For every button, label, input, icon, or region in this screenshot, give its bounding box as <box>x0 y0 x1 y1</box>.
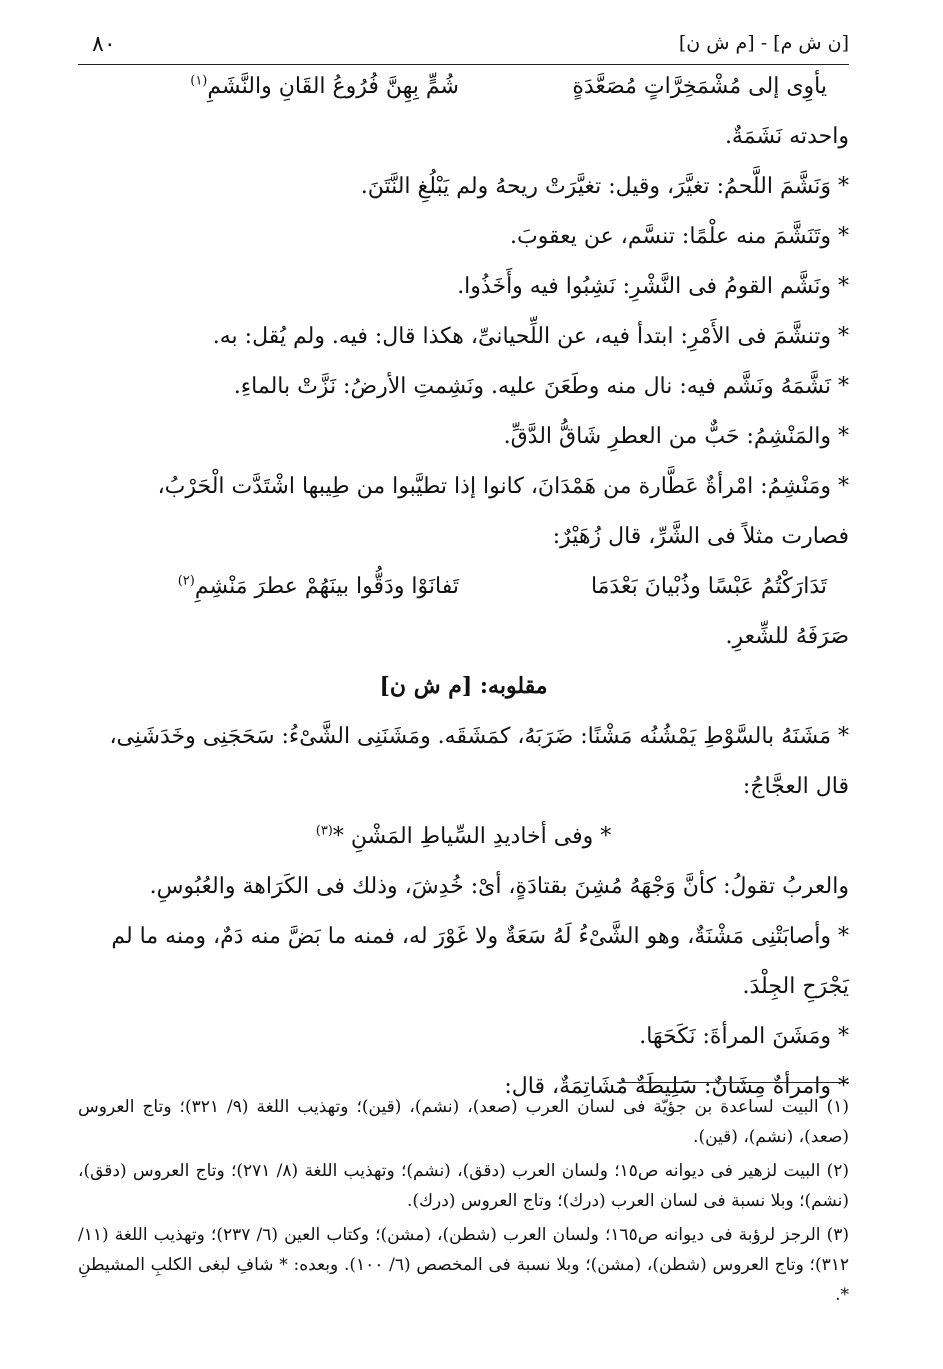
text-line-8: * ومَنْشِمُ: امْرأةٌ عَطَّارة من هَمْدَانَ، كانوا إذا تطيَّبوا من طِيبها اشْتَدَّت الْحَرْبُ، <box>157 474 849 499</box>
verse-2-second-text: تَفانَوْا ودَقُّوا بينَهُمْ عطرَ مَنْشِمِ <box>194 574 459 599</box>
root-reference: [ن ش م] - [م ش ن] <box>678 32 849 54</box>
verse-2-first-hemistich: تَدَارَكْتُمُ عَبْسًا وذُبْيانَ بَعْدَمَا <box>590 574 827 599</box>
text-line-9: فصارت مثلاً فى الشَّرِّ، قال زُهَيْرٌ: <box>552 524 849 549</box>
footnote-3: (٣) الرجز لرؤبة فى ديوانه ص١٦٥؛ ولسان العرب (شطن)، (مشن)؛ وكتاب العين (٦/ ٢٣٧)؛ وتهذيب اللغة (١١/ ٣١٢)؛ وتاج العروس (شطن)، (مشن)؛ وبلا نسبة فى المخصص (٦/ ١٠٠). وبعده: * شافِ لبغى الكلبِ المشيطنِ *. <box>78 1225 849 1305</box>
text-line-15: * وأصابَتْنِى مَشْنَةٌ، وهو الشَّىْءُ لَهُ سَعَةٌ ولا غَوْرَ له، فمنه ما بَضَّ منه دَمٌ، ومنه ما لم <box>111 924 849 949</box>
text-line-5: * وتنشَّمَ فى الأَمْرِ: ابتدأ فيه، عن اللِّحيانىِّ، هكذا قال: فيه. ولم يُقل: به. <box>212 324 849 349</box>
verse-2 <box>78 572 849 601</box>
text-line-1: واحدته نَشَمَةٌ. <box>724 124 849 149</box>
verse-1-second-text: شُمٍّ بِهِنَّ فُرُوعُ القَانِ والنَّشَمِ <box>207 74 459 99</box>
section-subheading: مقلوبه: [م ش ن] <box>379 673 548 699</box>
text-line-17: * ومَشَنَ المرأةَ: نَكَحَهَا. <box>639 1024 849 1049</box>
text-line-4: * ونَشَّم القومُ فى النَّشْرِ: نَشِبُوا فيه وأَخَذُوا. <box>457 274 849 299</box>
text-line-14: والعربُ تقولُ: كأنَّ وَجْهَهُ مُشِنَ بقتادَةٍ، أىْ: خُدِشَ، وذلك فى الكَرَاهة والعُبُوسِ. <box>149 874 849 899</box>
text-line-7: * والمَنْشِمُ: حَبٌّ من العطرِ شَاقُّ الدَّقِّ. <box>503 424 849 449</box>
text-line-3: * وتَنَشَّمَ منه علْمًا: تنسَّم، عن يعقوبَ. <box>509 224 849 249</box>
verse-2-second-hemistich <box>178 572 459 601</box>
rajaz-line <box>78 822 849 851</box>
text-line-6: * نَشَّمَهُ ونَشَّم فيه: نال منه وطَعَنَ عليه. ونَشِمتِ الأرضُ: نَزَّتْ بالماءِ. <box>233 374 849 399</box>
header-rule <box>78 64 849 65</box>
verse-1 <box>78 72 849 101</box>
verse-1-first-hemistich: يأوِى إلى مُشْمَخِرَّاتٍ مُصَعَّدَةٍ <box>572 74 827 99</box>
text-line-2: * وَنَشَّمَ اللَّحمُ: تغيَّرَ، وقيل: تغيَّرَتْ ريحهُ ولم يَبْلُغِ النَّتَنَ. <box>360 174 849 199</box>
text-line-16: يَجْرَحِ الجِلْدَ. <box>742 974 849 999</box>
verse-1-second-hemistich <box>190 72 459 101</box>
running-header <box>78 30 849 62</box>
footnote-ref-2[interactable]: (٢) <box>177 573 195 589</box>
footnote-1: (١) البيت لساعدة بن جؤيّة فى لسان العرب (صعد)، (نشم)، (قين)؛ وتهذيب اللغة (٩/ ٣٢١)؛ وتاج العروس (صعد)، (نشم)، (قين). <box>78 1097 849 1147</box>
text-line-18: * وامرأةٌ مِشَانٌ: سَلِيطَةٌ مُشَاتِمَةٌ، قال: <box>504 1074 849 1099</box>
footnote-ref-1[interactable]: (١) <box>190 73 208 89</box>
rajaz-text: * وفى أخاديدِ السِّياطِ المَشْنِ * <box>332 824 612 849</box>
text-line-11: * مَشَنَهُ بالسَّوْطِ يَمْشُنُه مَشْنًا: ضَرَبَهُ، كمَشَقَه. ومَشَنَنِى الشَّىْءُ: سَحَجَنِى وخَدَشَنِى، <box>109 724 849 749</box>
footnote-ref-3[interactable]: (٣) <box>315 823 333 839</box>
footnote-rule <box>617 1082 849 1083</box>
main-text <box>78 72 849 1122</box>
footnotes <box>78 1092 849 1314</box>
text-line-12: قال العجَّاجُ: <box>742 774 849 799</box>
text-line-10: صَرَفَهُ للشِّعرِ. <box>725 624 849 649</box>
footnote-2: (٢) البيت لزهير فى ديوانه ص١٥؛ ولسان العرب (دقق)، (نشم)؛ وتهذيب اللغة (٨/ ٢٧١)؛ وتاج العروس (دقق)، (نشم)؛ وبلا نسبة فى لسان العرب (درك)؛ وتاج العروس (درك). <box>78 1161 849 1211</box>
page-number: ٨٠ <box>92 32 116 57</box>
